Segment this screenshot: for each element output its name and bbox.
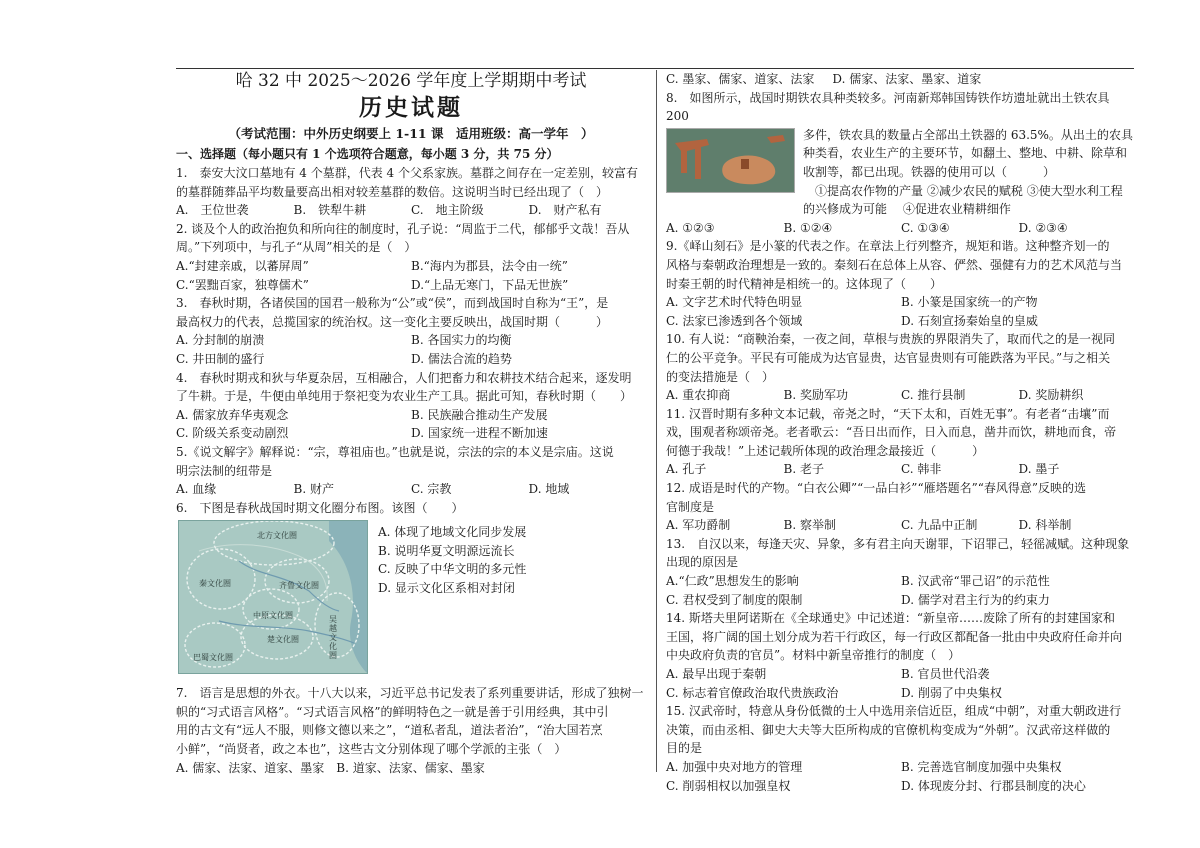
option-b[interactable]: B. 汉武帝“罪己诏”的示范性 <box>901 574 1050 589</box>
option-d[interactable]: D. 儒家、法家、墨家、道家 <box>832 72 982 86</box>
options <box>666 293 1136 312</box>
options <box>666 460 1136 479</box>
option-c[interactable]: C. 推行县制 <box>901 388 966 403</box>
options <box>176 759 646 778</box>
options <box>666 665 1136 684</box>
options <box>176 406 646 425</box>
map-label: 北方文化圈 <box>257 531 297 541</box>
question-5 <box>176 443 646 499</box>
question-stem: 2. 谈及个人的政治抱负和所向往的制度时，孔子说：“周监于二代，郁郁乎文哉！吾从 <box>176 221 630 236</box>
question-stem: 出现的原因是 <box>666 555 739 570</box>
question-11 <box>666 405 1136 479</box>
options <box>666 758 1136 777</box>
question-stem: 15. 汉武帝时，特意从身份低微的士人中选用亲信近臣，组成“中朝”，对重大朝政进行 <box>666 704 1122 719</box>
option-a[interactable]: A. 儒家放弃华夷观念 <box>176 407 289 422</box>
option-c[interactable]: C.“罢黜百家，独尊儒术” <box>176 277 309 292</box>
question-stem: 明宗法制的纽带是 <box>176 463 273 478</box>
question-items <box>803 200 1133 219</box>
question-6 <box>176 499 646 679</box>
question-3 <box>176 294 646 368</box>
option-c[interactable]: C. 井田制的盛行 <box>176 351 265 366</box>
option-d[interactable]: D. 体现废分封、行郡县制度的决心 <box>901 778 1086 793</box>
option-b[interactable]: B. 财产 <box>293 482 334 497</box>
question-8 <box>666 89 1136 238</box>
question-stem: 了牛耕。于是，牛便由单纯用于祭祀变为农业生产工具。据此可知，春秋时期（ ） <box>176 389 633 404</box>
question-stem: 戏，围观者称颂帝尧。老者歌云：“吾日出而作，日入而息，凿井而饮，耕地而食，帝 <box>666 425 1117 440</box>
question-13 <box>666 535 1136 609</box>
item-1: ①提高农作物的产量 <box>815 183 924 198</box>
map-label: 中原文化圈 <box>253 611 293 621</box>
item-3: ③使大型水利工程 <box>1026 183 1123 198</box>
item-4: ④促进农业精耕细作 <box>902 202 1011 217</box>
option-d[interactable]: D. 石刻宣扬秦始皇的皇威 <box>901 313 1038 328</box>
option-b[interactable]: B. ①②④ <box>783 220 833 235</box>
options <box>176 257 646 276</box>
option-d[interactable]: D. 削弱了中央集权 <box>901 685 1002 700</box>
question-stem: 决策，而由丞相、御史大夫等大臣所构成的官僚机构变成为“外朝”。汉武帝这样做的 <box>666 722 1111 737</box>
options <box>666 70 1136 89</box>
option-d[interactable]: D. 显示文化区系相对封闭 <box>378 581 515 596</box>
question-stem: 的变法措施是（ ） <box>666 369 775 384</box>
option-a[interactable]: A. ①②③ <box>666 220 715 235</box>
question-items <box>803 182 1133 201</box>
option-d[interactable]: D.“上品无寒门，下品无世族” <box>411 277 569 292</box>
option-b[interactable]: B. 说明华夏文明源远流长 <box>378 543 515 558</box>
option-b[interactable]: B. 老子 <box>783 462 824 477</box>
option-b[interactable]: B. 奖励军功 <box>783 388 848 403</box>
option-c[interactable]: C. 韩非 <box>901 462 942 477</box>
question-stem: 4. 春秋时期戎和狄与华夏杂居，互相融合，人们把畜力和农耕技术结合起来，逐发明 <box>176 370 632 385</box>
map-label: 楚文化圈 <box>267 635 299 645</box>
question-stem: 5.《说文解字》解释说：“宗，尊祖庙也。”也就是说，宗法的宗的本义是宗庙。这说 <box>176 444 614 459</box>
question-stem: 11. 汉晋时期有多种文本记载，帝尧之时，“天下太和，百姓无事”。有老者“击壤”而 <box>666 406 1110 421</box>
question-15 <box>666 702 1136 795</box>
option-a[interactable]: A. 军功爵制 <box>666 518 731 533</box>
option-a[interactable]: A. 血缘 <box>176 482 217 497</box>
question-stem: 多件，铁农具的数量占全部出土铁器的 63.5%。从出土的农具 <box>803 127 1133 142</box>
question-stem: 风格与秦朝政治理想是一致的。秦刻石在总体上从容、俨然、强健有力的艺术风范与当 <box>666 257 1123 272</box>
options <box>176 424 646 443</box>
question-stem: 最高权力的代表，总揽国家的统治权。这一变化主要反映出，战国时期（ ） <box>176 314 609 329</box>
option-b[interactable]: B. 官员世代沿袭 <box>901 667 990 681</box>
option-a[interactable]: A.“仁政”思想发生的影响 <box>666 574 799 589</box>
question-stem: 用的古文有“远人不服，则修文德以来之”，“道私者乱，道法者治”，“治大国若烹 <box>176 723 603 738</box>
option-c[interactable]: C. 法家已渗透到各个领域 <box>666 313 803 328</box>
option-d[interactable]: D. 国家统一进程不断加速 <box>411 426 548 441</box>
question-stem: 官制度是 <box>666 499 715 514</box>
question-stem: 仁的公平竞争。平民有可能成为达官显贵，达官显贵则有可能跌落为平民。”与之相关 <box>666 350 1111 365</box>
question-stem: 的墓群随葬品平均数量要高出相对较差墓群的数倍。这说明当时已经出现了（ ） <box>176 184 609 199</box>
option-a[interactable]: A. 儒家、法家、道家、墨家 <box>176 760 325 775</box>
section-heading: 一、选择题（每小题只有 1 个选项符合题意，每小题 3 分，共 75 分） <box>176 147 559 161</box>
left-column <box>176 70 646 777</box>
question-stem: 王国，将广阔的国土划分成为若干行政区，每一行政区都配备一批由中央政府任命并向 <box>666 629 1123 644</box>
question-stem: 小鲜”，“尚贤者，政之本也”，这些古文分别体现了哪个学派的主张（ ） <box>176 742 567 757</box>
option-a[interactable]: A. 分封制的崩溃 <box>176 333 265 348</box>
question-10 <box>666 330 1136 404</box>
question-stem: 何德于我哉！”上述记载所体现的政治理念最接近（ ） <box>666 443 985 458</box>
question-stem: 7. 语言是思想的外衣。十八大以来，习近平总书记发表了系列重要讲话，形成了独树一 <box>176 686 644 701</box>
options <box>378 523 526 678</box>
question-stem: 10. 有人说：“商鞅治秦，一夜之间，草根与贵族的界限消失了，取而代之的是一视同 <box>666 332 1116 347</box>
option-a[interactable]: A. 重农抑商 <box>666 388 731 403</box>
option-a[interactable]: A. 孔子 <box>666 462 707 477</box>
options <box>176 201 646 220</box>
iron-tools-graphic <box>667 129 794 192</box>
options <box>666 684 1136 703</box>
options <box>666 516 1136 535</box>
map-label: 巴蜀文化圈 <box>193 653 233 663</box>
option-d[interactable]: D. 财产私有 <box>528 203 602 218</box>
option-a[interactable]: A. 体现了地域文化同步发展 <box>378 525 527 540</box>
question-stem: 收割等，都已出现。铁器的使用可以（ ） <box>803 164 1056 179</box>
option-d[interactable]: D. 地域 <box>528 482 570 497</box>
map-label: 齐鲁文化圈 <box>279 581 319 591</box>
question-2 <box>176 220 646 294</box>
option-c[interactable]: C. 墨家、儒家、道家、法家 <box>666 72 815 86</box>
options <box>176 276 646 295</box>
options <box>176 331 646 350</box>
exam-title: 哈 32 中 2025～2026 学年度上学期期中考试 <box>235 71 587 91</box>
option-c[interactable]: C. 反映了中华文明的多元性 <box>378 562 527 577</box>
question-stem: 帜的“习式语言风格”。“习式语言风格”的鲜明特色之一就是善于引用经典，其中引 <box>176 704 609 719</box>
column-divider <box>656 70 657 772</box>
options <box>666 572 1136 591</box>
question-stem: 周。”下列项中，与孔子“从周”相关的是（ ） <box>176 240 417 255</box>
question-stem: 1. 泰安大汶口墓地有 4 个墓群，代表 4 个父系家族。墓群之间存在一定差别，较富有 <box>176 166 638 180</box>
option-c[interactable]: C. 阶级关系变动剧烈 <box>176 426 289 441</box>
option-b[interactable]: B.“海内为郡县，法令由一统” <box>411 258 568 273</box>
options <box>176 480 646 499</box>
option-c[interactable]: C. 标志着官僚政治取代贵族政治 <box>666 685 839 700</box>
option-c[interactable]: C. 九品中正制 <box>901 518 978 533</box>
option-b[interactable]: B. 完善选官制度加强中央集权 <box>901 759 1062 774</box>
option-b[interactable]: B. 察举制 <box>783 518 836 533</box>
option-a[interactable]: A. 王位世袭 <box>176 203 249 218</box>
option-d[interactable]: D. 儒法合流的趋势 <box>411 351 512 366</box>
option-c[interactable]: C. 地主阶级 <box>411 203 484 218</box>
right-column <box>666 70 1136 795</box>
question-stem: 时秦王朝的时代精神是相统一的。这体现了（ ） <box>666 276 943 291</box>
options <box>666 219 1136 238</box>
option-c[interactable]: C. 宗教 <box>411 482 452 497</box>
exam-scope: （考试范围：中外历史纲要上 1-11 课 适用班级：高一学年 ） <box>228 126 594 141</box>
question-stem: 13. 自汉以来，每逢天灾、异象，多有君主向天谢罪，下诏罪己，轻徭减赋。这种现象 <box>666 536 1130 551</box>
options <box>666 386 1136 405</box>
question-7 <box>176 684 646 777</box>
map-label: 秦文化圈 <box>199 579 231 589</box>
option-d[interactable]: D. ②③④ <box>1018 220 1068 235</box>
question-stem: 9.《峄山刻石》是小篆的代表之作。在章法上行列整齐，规矩和谐。这种整齐划一的 <box>666 239 1110 254</box>
option-d[interactable]: D. 儒学对君主行为的约束力 <box>901 592 1050 607</box>
item-3-cont: 的兴修成为可能 <box>803 202 888 217</box>
question-stem: 目的是 <box>666 741 703 756</box>
options <box>666 777 1136 796</box>
item-2: ②减少农民的赋税 <box>926 183 1023 198</box>
exam-subtitle: 历史试题 <box>359 94 463 121</box>
question-stem: 种类看，农业生产的主要环节，如翻土、整地、中耕、除草和 <box>803 146 1128 161</box>
options <box>666 591 1136 610</box>
question-stem: 中央政府负责的官员”。材料中新皇帝推行的制度（ ） <box>666 648 961 663</box>
question-stem: 3. 春秋时期，各诸侯国的国君一般称为“公”或“侯”，而到战国时自称为“王”，是 <box>176 296 609 311</box>
options <box>176 350 646 369</box>
option-b[interactable]: B. 铁犁牛耕 <box>293 203 367 218</box>
question-stem: 8. 如图所示，战国时期铁农具种类较多。河南新郑韩国铸铁作坊遗址就出土铁农具 200 <box>666 90 1110 124</box>
option-a[interactable]: A. 加强中央对地方的管理 <box>666 759 803 774</box>
question-12 <box>666 479 1136 535</box>
top-rule <box>176 68 1134 69</box>
option-b[interactable]: B. 小篆是国家统一的产物 <box>901 295 1038 310</box>
option-d[interactable]: D. 墨子 <box>1018 462 1060 477</box>
option-a[interactable]: A. 文字艺术时代特色明显 <box>666 295 803 310</box>
iron-tools-image <box>666 128 795 193</box>
map-label: 吴越文化圈 <box>329 615 337 661</box>
question-stem: 12. 成语是时代的产物。“白衣公卿”“一品白衫”“雁塔题名”“春风得意”反映的选 <box>666 481 1086 496</box>
options <box>666 312 1136 331</box>
question-stem: 14. 斯塔夫里阿诺斯在《全球通史》中记述道：“新皇帝……废除了所有的封建国家和 <box>666 611 1116 626</box>
option-c[interactable]: C. ①③④ <box>901 220 950 235</box>
option-d[interactable]: D. 科举制 <box>1018 518 1072 533</box>
culture-map-image <box>178 520 368 674</box>
question-14 <box>666 609 1136 702</box>
option-a[interactable]: A.“封建亲戚，以蕃屏周” <box>176 258 309 273</box>
option-c[interactable]: C. 君权受到了制度的限制 <box>666 592 803 607</box>
question-1 <box>176 164 646 220</box>
option-b[interactable]: B. 民族融合推动生产发展 <box>411 407 548 422</box>
option-b[interactable]: B. 道家、法家、儒家、墨家 <box>336 760 485 775</box>
question-4 <box>176 369 646 443</box>
option-d[interactable]: D. 奖励耕织 <box>1018 388 1084 403</box>
option-a[interactable]: A. 最早出现于秦朝 <box>666 667 767 681</box>
option-c[interactable]: C. 削弱相权以加强皇权 <box>666 778 791 793</box>
option-b[interactable]: B. 各国实力的均衡 <box>411 333 512 348</box>
question-stem: 6. 下图是春秋战国时期文化圈分布图。该图（ ） <box>176 500 464 515</box>
question-9 <box>666 237 1136 330</box>
